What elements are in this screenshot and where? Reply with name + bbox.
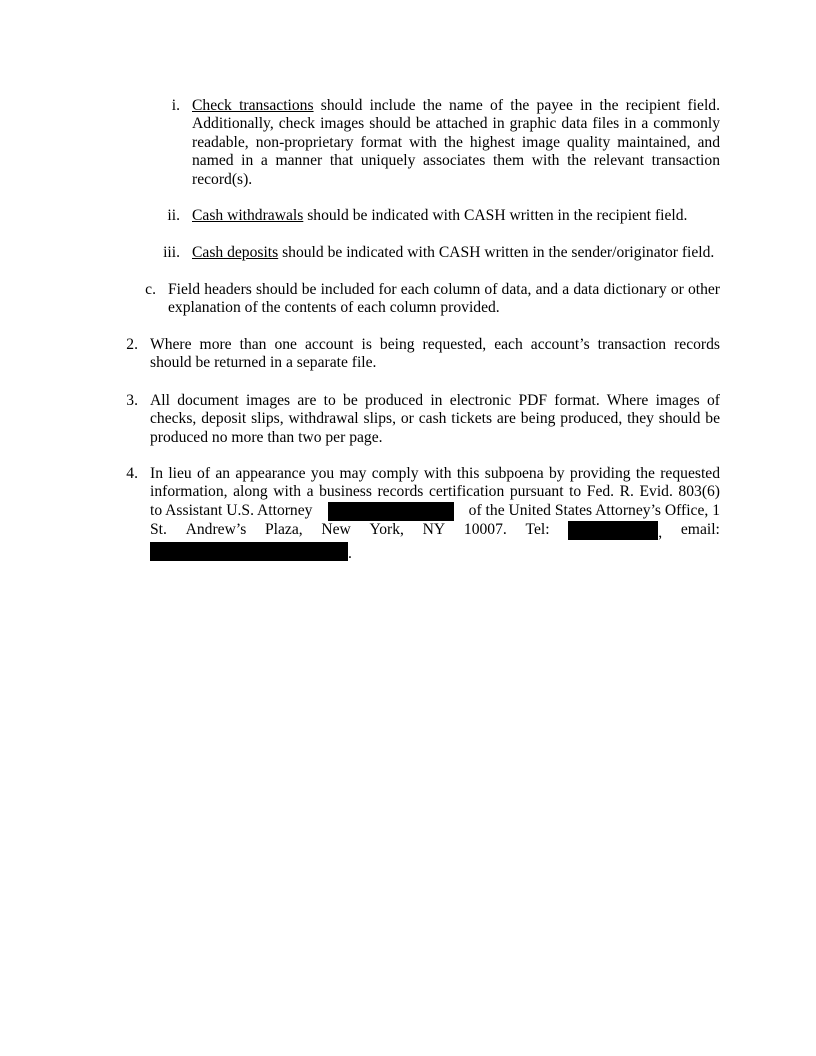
tel-label: Tel:	[525, 520, 550, 538]
item-2-marker: 2.	[126, 336, 138, 353]
address-word: NY	[422, 520, 446, 538]
item-3-marker: 3.	[126, 392, 138, 409]
address-word: Andrew’s	[185, 520, 247, 538]
office-text: of the United States Attorney’s Office, 1	[468, 501, 720, 519]
item-4-line-2	[150, 502, 720, 521]
item-4-line-4	[150, 542, 720, 563]
item-4-line-1: In lieu of an appearance you may comply with this subpoena by providing the requested information, along with a business records certification pursuant to Fed. R. Evid. 803(6)	[150, 465, 720, 501]
sub-item-iii-text: should be indicated with CASH written in the sender/originator field.	[278, 244, 715, 261]
address-word: Plaza,	[264, 520, 303, 538]
sub-item-i	[192, 97, 720, 189]
check-transactions-heading: Check transactions	[192, 97, 314, 114]
item-c-marker: c.	[145, 281, 156, 298]
sub-item-ii-marker: ii.	[167, 207, 180, 224]
item-2-text: Where more than one account is being requested, each account’s transaction records should be returned in a separate file.	[150, 336, 720, 372]
item-3-text: All document images are to be produced in electronic PDF format. Where images of checks, deposit slips, withdrawal slips, or cash tickets are being produced, they should be produced no more than two per page.	[150, 392, 720, 446]
sub-item-iii-marker: iii.	[163, 244, 180, 261]
email-label: email:	[680, 520, 720, 538]
sub-item-ii	[192, 207, 720, 225]
item-4-line-3	[150, 521, 720, 542]
address-word: New	[321, 520, 351, 538]
item-4	[150, 465, 720, 564]
sub-item-ii-text: should be indicated with CASH written in the recipient field.	[303, 207, 688, 224]
tel-group	[568, 521, 662, 542]
cash-deposits-heading: Cash deposits	[192, 244, 279, 261]
address-word: St.	[150, 520, 167, 538]
sub-item-i-text: should include the name of the payee in the recipient field. Additionally, check images should be attached in graphic data files in a commonly readable, non-proprietary format with the highest image quality maintained, and named in a manner that uniquely associates them with the relevant transaction record(s).	[192, 97, 721, 188]
cash-withdrawals-heading: Cash withdrawals	[192, 207, 304, 224]
address-word: 10007.	[463, 520, 507, 538]
item-4-marker: 4.	[126, 465, 138, 482]
redacted-telephone	[568, 521, 658, 540]
closing-period: .	[348, 545, 352, 563]
tel-comma: ,	[658, 523, 663, 541]
address-word: York,	[369, 520, 404, 538]
redacted-email	[150, 542, 348, 561]
sub-item-iii	[192, 244, 720, 262]
redacted-attorney-name	[328, 502, 454, 521]
item-c-text: Field headers should be included for each column of data, and a data dictionary or other explanation of the contents of each column provided.	[168, 281, 720, 317]
ausa-label: to Assistant U.S. Attorney	[150, 501, 313, 519]
sub-item-i-marker: i.	[171, 97, 180, 114]
